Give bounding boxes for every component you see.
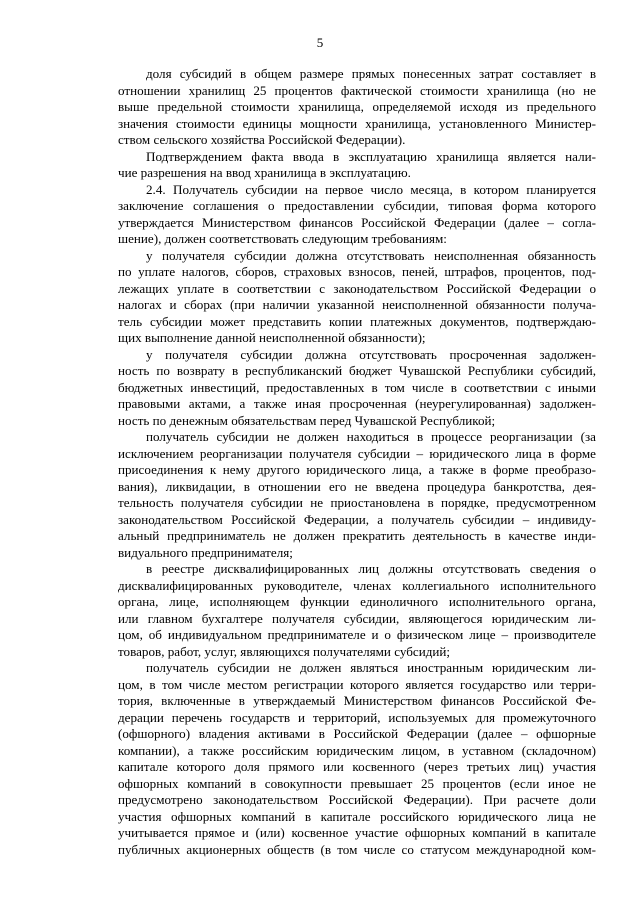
text-line: ность по возврату в республиканский бюджет Чувашской Республики субсидий, — [118, 363, 596, 378]
text-line: доля субсидий в общем размере прямых понесенных затрат составляет в — [146, 66, 596, 81]
text-line: в реестре дисквалифицированных лиц должны отсутствовать сведения о — [146, 561, 596, 576]
text-line: у получателя субсидии должна отсутствовать неисполненная обязанность — [146, 247, 596, 263]
text-line: чие разрешения на ввод хранилища в эксплуатацию. — [118, 165, 411, 180]
text-line: по уплате налогов, сборов, страховых взносов, пеней, штрафов, процентов, под- — [118, 264, 596, 279]
text-line: тель субсидии может представить копии платежных документов, подтверждаю- — [118, 313, 596, 329]
text-line: (офшорного) владения активами в Российской Федерации (далее – офшорные — [118, 726, 596, 741]
text-line: получатель субсидии не должен являться иностранным юридическим ли- — [146, 660, 596, 675]
text-line: учитывается прямое и (или) косвенное участие офшорных компаний в капитале — [118, 825, 596, 840]
text-line: органа, лице, исполняющем функции единоличного исполнительного органа, — [118, 594, 596, 609]
text-line: щих выполнение данной неисполненной обязанности); — [118, 330, 426, 345]
text-line: ством сельского хозяйства Российской Федерации). — [118, 132, 406, 147]
text-line: тельность получателя субсидии не приостановлена в порядке, предусмотренном — [118, 495, 596, 510]
text-line: цом, в том числе местом регистрации которого является государство или терри- — [118, 676, 596, 692]
text-line: офшорных компаний в совокупности превышает 25 процентов (если иное не — [118, 775, 596, 791]
text-line: предусмотрено законодательством Российской Федерации). При расчете доли — [118, 792, 596, 807]
text-line: дисквалифицированных руководителе, членах коллегиального исполнительного — [118, 577, 596, 593]
text-line: значения стоимости единицы мощности хранилища, установленного Министер- — [118, 115, 596, 131]
text-line: Подтверждением факта ввода в эксплуатацию хранилища является нали- — [146, 148, 596, 164]
text-line: у получателя субсидии должна отсутствовать просроченная задолжен- — [146, 346, 596, 362]
text-line: видуального предпринимателя; — [118, 544, 293, 560]
text-line: исключением реорганизации получателя субсидии – юридического лица в форме — [118, 445, 596, 461]
text-line: законодательством Российской Федерации, а получатель субсидии – индивиду- — [118, 511, 596, 527]
text-line: участия офшорных компаний в капитале российского юридического лица не — [118, 808, 596, 824]
text-line: публичных акционерных обществ (в том числе со статусом международной ком- — [118, 841, 596, 857]
text-line: лежащих уплате в соответствии с законодательством Российской Федерации о — [118, 280, 596, 296]
text-line: утверждается Министерством финансов Российской Федерации (далее – согла- — [118, 214, 596, 230]
page-number: 5 — [316, 35, 324, 50]
text-line: заключение соглашения о предоставлении субсидии, типовая форма которого — [118, 198, 596, 213]
text-line: капитале которого доля прямого или косвенного (через третьих лиц) участия — [118, 759, 596, 774]
text-line: выше предельной стоимости хранилища, определяемой исходя из предельного — [118, 99, 596, 114]
text-line: шение), должен соответствовать следующим требованиям: — [118, 231, 447, 246]
text-line: или главном бухгалтере получателя субсидии, являющегося юридическим ли- — [118, 610, 596, 626]
text-line: отношении хранилищ 25 процентов фактической стоимости хранилища (но не — [118, 82, 596, 98]
text-line: товаров, работ, услуг, являющихся получателями субсидий; — [118, 643, 451, 659]
text-line: бюджетных инвестиций, предоставленных в том числе в соответствии с иными — [118, 379, 596, 395]
text-line: дерации перечень государств и территорий, используемых для промежуточного — [118, 709, 596, 725]
text-line: вания), ликвидации, в отношении его не введена процедура банкротства, дея- — [118, 478, 596, 494]
text-line: присоединения к нему другого юридического лица, а также в форме преобразо- — [118, 462, 596, 477]
text-line: тория, включенные в утверждаемый Министерством финансов Российской Фе- — [118, 693, 596, 708]
text-line: правовыми актами, а также иная просроченная (неурегулированная) задолжен- — [118, 396, 596, 411]
body-text — [118, 66, 596, 858]
text-line: 2.4. Получатель субсидии на первое число месяца, в котором планируется — [146, 181, 596, 197]
text-line: налогах и сборах (при наличии указанной неисполненной обязанности получа- — [118, 297, 596, 312]
text-line: цом, об индивидуальном предпринимателе и о физическом лице – производителе — [118, 627, 596, 642]
text-line: альный предприниматель не должен прекратить деятельность в качестве инди- — [118, 528, 596, 543]
text-line: получатель субсидии не должен находиться в процессе реорганизации (за — [146, 429, 596, 444]
text-line: компании), а также российским юридическим лицом, в уставном (складочном) — [118, 742, 596, 758]
text-line: ность по денежным обязательствам перед Чувашской Республикой; — [118, 412, 496, 428]
